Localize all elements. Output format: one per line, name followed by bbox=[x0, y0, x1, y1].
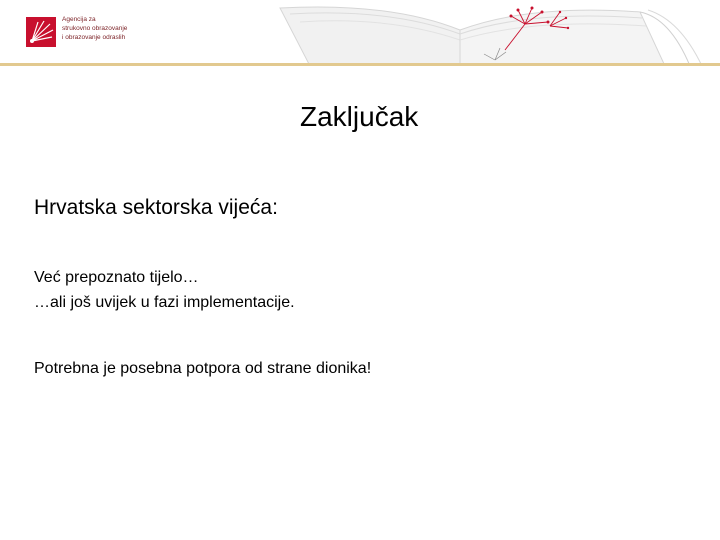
logo-text bbox=[62, 15, 158, 42]
logo-mark-icon bbox=[26, 17, 56, 47]
agency-logo bbox=[22, 13, 162, 53]
slide-subtitle: Hrvatska sektorska vijeća: bbox=[34, 196, 278, 219]
slide-header bbox=[0, 0, 720, 66]
slide-body bbox=[34, 265, 295, 315]
open-book-illustration bbox=[270, 0, 720, 66]
slide-closing-statement: Potrebna je posebna potpora od strane dionika! bbox=[34, 360, 372, 377]
slide-title: Zaključak bbox=[300, 101, 419, 132]
logo-line: strukovno obrazovanje bbox=[62, 25, 128, 32]
logo-line: Agencija za bbox=[62, 16, 96, 23]
logo-line: i obrazovanje odraslih bbox=[62, 34, 126, 41]
body-line: …ali još uvijek u fazi implementacije. bbox=[34, 294, 295, 311]
body-line: Već prepoznato tijelo… bbox=[34, 269, 199, 286]
header-divider bbox=[0, 63, 720, 66]
